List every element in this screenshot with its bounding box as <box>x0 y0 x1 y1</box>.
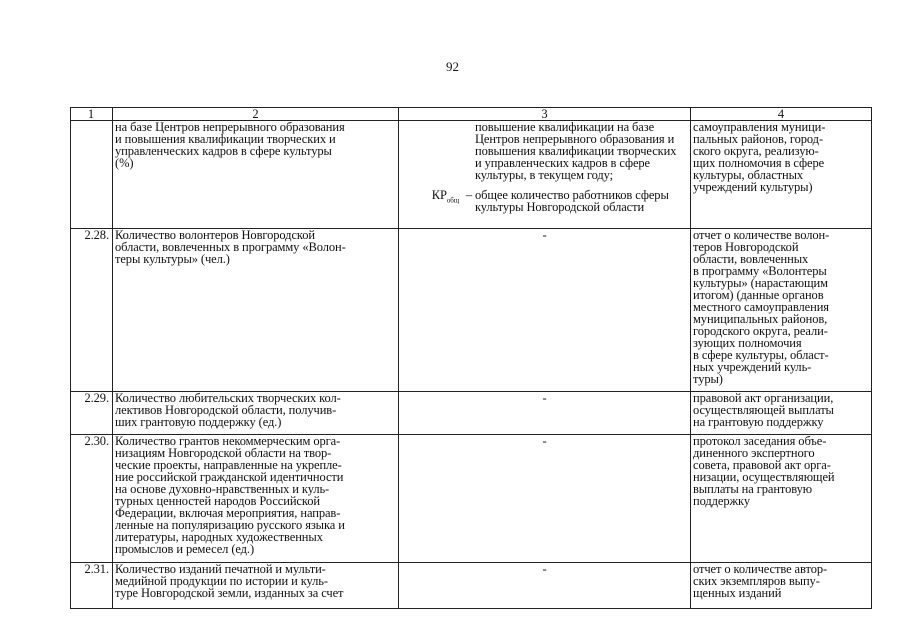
calc-symbol <box>401 121 463 181</box>
calc-dash: – <box>465 188 473 202</box>
calc-line <box>401 189 688 213</box>
row-number: 2.30. <box>71 435 113 563</box>
calculation-method: - <box>399 229 691 392</box>
data-source: отчет о количестве автор- ских экземпляров выпу- щенных изданий <box>691 563 872 609</box>
table-row <box>71 392 872 435</box>
header-col-3: 3 <box>399 108 691 121</box>
header-col-1: 1 <box>71 108 113 121</box>
data-source: протокол заседания объе- диненного экспертного совета, правовой акт орга- низации, осуществляющей выплаты на грантовую поддержку <box>691 435 872 563</box>
indicator-name: Количество любительских творческих кол- лективов Новгородской области, получив- ших грантовую поддержку (ед.) <box>113 392 399 435</box>
header-col-2: 2 <box>113 108 399 121</box>
indicator-name: на базе Центров непрерывного образования и повышения квалификации творческих и управленческих кадров в сфере культуры (%) <box>113 121 399 229</box>
table-row <box>71 435 872 563</box>
indicator-name: Количество волонтеров Новгородской области, вовлеченных в программу «Волон- теры культуры» (чел.) <box>113 229 399 392</box>
row-number <box>71 121 113 229</box>
data-source: отчет о количестве волон- теров Новгородской области, вовлеченных в программу «Волонтеры культуры» (нарастающим итогом) (данные органов местного самоуправления муниципальных районов, городского округа, реали- зующих полномочия в сфере культуры, област- ных учреждений куль- туры) <box>691 229 872 392</box>
indicators-table <box>70 107 872 609</box>
calculation-method: - <box>399 435 691 563</box>
calc-line <box>401 121 688 181</box>
table-row <box>71 229 872 392</box>
indicator-name: Количество грантов некоммерческим орга- низациям Новгородской области на твор- ческие проекты, направленные на укрепле- ние российской гражданской идентичности на основе духовно-нравственных и куль- турных ценностей народов Российской Федерации, включая мероприятия, направ- ленные на популяризацию русского языка и литературы, народных художественных промыслов и ремесел (ед.) <box>113 435 399 563</box>
calculation-method: - <box>399 563 691 609</box>
table-header-row <box>71 108 872 121</box>
row-number: 2.28. <box>71 229 113 392</box>
table-row <box>71 563 872 609</box>
calculation-method <box>399 121 691 229</box>
indicator-name: Количество изданий печатной и мульти- медийной продукции по истории и куль- туре Новгородской земли, изданных за счет <box>113 563 399 609</box>
data-source: правовой акт организации, осуществляющей выплаты на грантовую поддержку <box>691 392 872 435</box>
page-number: 92 <box>446 59 459 74</box>
calc-text: повышение квалификации на базе Центров непрерывного образования и повышения квалификации творческих и управленческих кадров в сфере культуры, в текущем году; <box>475 120 677 182</box>
header-col-4: 4 <box>691 108 872 121</box>
calc-text: общее количество работников сферы культуры Новгородской области <box>475 188 669 214</box>
calc-symbol: $КР_{общ}$ <box>431 188 459 205</box>
row-number: 2.29. <box>71 392 113 435</box>
table-row-continuation <box>71 121 872 229</box>
data-source: самоуправления муници- пальных районов, город- ского округа, реализую- щих полномочия в сфере культуры, областных учреждений культуры) <box>691 121 872 229</box>
calc-dash <box>463 121 475 181</box>
row-number: 2.31. <box>71 563 113 609</box>
calculation-method: - <box>399 392 691 435</box>
